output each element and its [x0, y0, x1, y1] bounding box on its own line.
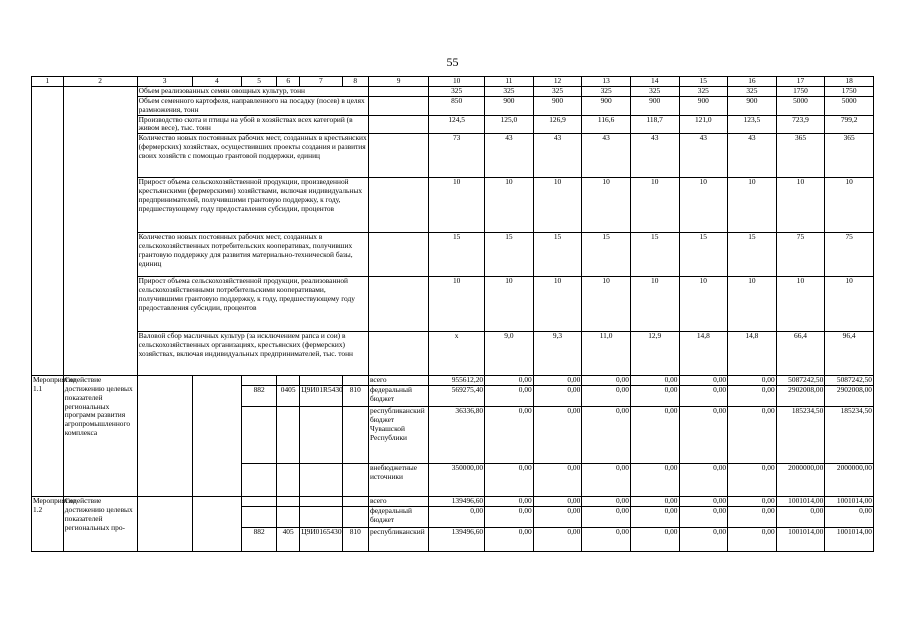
indicator-text: Прирост объема сельскохозяйственной продукции, произведенной крестьянскими (фермерскими) хозяйствами, включая индивидуальных предпринимателей, получившими грантовую поддержку, к году, предшествующему году предоставления субсидии, процентов	[137, 178, 368, 233]
value-cell: 10	[776, 277, 825, 332]
funding-source: федеральный бюджет	[368, 507, 428, 528]
indicator-row	[32, 134, 874, 178]
header-cell: 14	[630, 77, 679, 87]
value-cell: 10	[776, 178, 825, 233]
value-cell: 66,4	[776, 332, 825, 376]
value-cell: 325	[679, 87, 728, 97]
value-cell: 0,00	[679, 528, 728, 552]
value-cell: 0,00	[429, 507, 485, 528]
blank-cell	[32, 87, 64, 376]
value-cell: 0,00	[533, 528, 582, 552]
page-number: 55	[446, 55, 459, 69]
budget-code	[342, 464, 368, 497]
budget-code: 882	[242, 386, 277, 407]
blank-cell	[368, 134, 428, 178]
blank-cell	[137, 376, 192, 497]
budget-code: 810	[342, 386, 368, 407]
value-cell: 900	[679, 97, 728, 116]
header-cell: 1	[32, 77, 64, 87]
value-cell: 14,8	[728, 332, 777, 376]
value-cell: 0,00	[533, 464, 582, 497]
value-cell: 365	[776, 134, 825, 178]
header-cell: 10	[429, 77, 485, 87]
value-cell: 1001014,00	[825, 528, 874, 552]
header-cell: 8	[342, 77, 368, 87]
header-cell: 17	[776, 77, 825, 87]
value-cell: 0,00	[630, 497, 679, 507]
value-cell: 10	[825, 277, 874, 332]
value-cell: 0,00	[679, 376, 728, 386]
finance-row	[32, 376, 874, 386]
value-cell: 10	[679, 178, 728, 233]
value-cell: 1001014,00	[825, 497, 874, 507]
value-cell: 0,00	[728, 464, 777, 497]
measure-description: Содействие достижению целевых показателей региональных про-	[63, 497, 137, 552]
header-cell: 6	[277, 77, 300, 87]
budget-code	[242, 497, 277, 507]
budget-code	[277, 376, 300, 386]
blank-cell	[368, 97, 428, 116]
header-cell: 12	[533, 77, 582, 87]
value-cell: 10	[429, 277, 485, 332]
value-cell: 723,9	[776, 115, 825, 134]
value-cell: 14,8	[679, 332, 728, 376]
indicator-text: Прирост объема сельскохозяйственной продукции, реализованной сельскохозяйственными потребительскими кооперативами, получившими грантовую поддержку, к году, предшествующему году предоставления субсидии, процентов	[137, 277, 368, 332]
funding-source: республиканский бюджет Чувашской Республики	[368, 407, 428, 464]
value-cell: 15	[679, 233, 728, 277]
indicator-text: Объем семенного картофеля, направленного на посадку (посев) в целях размножения, тонн	[137, 97, 368, 116]
value-cell: 43	[728, 134, 777, 178]
value-cell: 0,00	[630, 528, 679, 552]
header-cell: 4	[192, 77, 242, 87]
value-cell: 365	[825, 134, 874, 178]
value-cell: 121,0	[679, 115, 728, 134]
header-cell: 18	[825, 77, 874, 87]
header-cell: 5	[242, 77, 277, 87]
value-cell: 799,2	[825, 115, 874, 134]
budget-code: 405	[277, 528, 300, 552]
value-cell: 0,00	[485, 407, 534, 464]
header-cell: 11	[485, 77, 534, 87]
header-row	[32, 77, 874, 87]
header-cell: 2	[63, 77, 137, 87]
budget-code	[342, 507, 368, 528]
value-cell: 5000	[776, 97, 825, 116]
budget-code: Ц9И01R5430	[300, 386, 342, 407]
value-cell: 0,00	[582, 376, 631, 386]
value-cell: 15	[429, 233, 485, 277]
budget-code	[342, 407, 368, 464]
value-cell: 185234,50	[776, 407, 825, 464]
funding-source: всего	[368, 376, 428, 386]
value-cell: 0,00	[728, 376, 777, 386]
blank-cell	[368, 87, 428, 97]
value-cell: 900	[533, 97, 582, 116]
value-cell: 0,00	[582, 497, 631, 507]
value-cell: 325	[630, 87, 679, 97]
value-cell: 0,00	[582, 528, 631, 552]
value-cell: 1001014,00	[776, 528, 825, 552]
value-cell: 43	[582, 134, 631, 178]
value-cell: 36336,80	[429, 407, 485, 464]
budget-code	[242, 407, 277, 464]
value-cell: 15	[728, 233, 777, 277]
indicator-row	[32, 115, 874, 134]
budget-code: 810	[342, 528, 368, 552]
value-cell: 325	[429, 87, 485, 97]
value-cell: 15	[485, 233, 534, 277]
header-cell: 7	[300, 77, 342, 87]
finance-row	[32, 497, 874, 507]
value-cell: 2000000,00	[825, 464, 874, 497]
value-cell: x	[429, 332, 485, 376]
budget-code	[277, 464, 300, 497]
indicator-row	[32, 277, 874, 332]
value-cell: 125,0	[485, 115, 534, 134]
blank-cell	[368, 233, 428, 277]
value-cell: 0,00	[582, 386, 631, 407]
blank-cell	[137, 497, 192, 552]
value-cell: 955612,20	[429, 376, 485, 386]
value-cell: 0,00	[728, 386, 777, 407]
value-cell: 15	[582, 233, 631, 277]
indicator-row	[32, 97, 874, 116]
value-cell: 124,5	[429, 115, 485, 134]
value-cell: 15	[630, 233, 679, 277]
value-cell: 0,00	[582, 407, 631, 464]
value-cell: 9,3	[533, 332, 582, 376]
value-cell: 0,00	[679, 497, 728, 507]
value-cell: 0,00	[630, 376, 679, 386]
budget-code	[342, 376, 368, 386]
budget-table	[31, 76, 874, 552]
blank-cell	[192, 376, 242, 497]
value-cell: 123,5	[728, 115, 777, 134]
budget-code	[277, 497, 300, 507]
measure-label: Мероприятие 1.2	[32, 497, 64, 552]
value-cell: 900	[630, 97, 679, 116]
header-cell: 15	[679, 77, 728, 87]
value-cell: 0,00	[728, 528, 777, 552]
value-cell: 10	[533, 277, 582, 332]
value-cell: 1750	[825, 87, 874, 97]
value-cell: 9,0	[485, 332, 534, 376]
value-cell: 139496,60	[429, 528, 485, 552]
value-cell: 10	[825, 178, 874, 233]
value-cell: 10	[485, 178, 534, 233]
value-cell: 900	[728, 97, 777, 116]
funding-source: республиканский	[368, 528, 428, 552]
value-cell: 1001014,00	[776, 497, 825, 507]
value-cell: 10	[582, 277, 631, 332]
budget-code	[300, 507, 342, 528]
value-cell: 10	[533, 178, 582, 233]
budget-code	[242, 376, 277, 386]
value-cell: 850	[429, 97, 485, 116]
budget-code	[277, 407, 300, 464]
measure-description: Содействие достижению целевых показателей региональных программ развития агропромышленного комплекса	[63, 376, 137, 497]
value-cell: 116,6	[582, 115, 631, 134]
budget-code: 882	[242, 528, 277, 552]
value-cell: 0,00	[485, 507, 534, 528]
funding-source: федеральный бюджет	[368, 386, 428, 407]
budget-code	[342, 497, 368, 507]
value-cell: 10	[679, 277, 728, 332]
value-cell: 139496,60	[429, 497, 485, 507]
value-cell: 43	[485, 134, 534, 178]
blank-cell	[192, 497, 242, 552]
value-cell: 900	[485, 97, 534, 116]
value-cell: 126,9	[533, 115, 582, 134]
value-cell: 0,00	[533, 407, 582, 464]
indicator-row	[32, 178, 874, 233]
budget-code: 0405	[277, 386, 300, 407]
value-cell: 0,00	[582, 507, 631, 528]
indicator-text: Объем реализованных семян овощных культур, тонн	[137, 87, 368, 97]
value-cell: 0,00	[630, 464, 679, 497]
value-cell: 0,00	[728, 507, 777, 528]
blank-cell	[368, 178, 428, 233]
value-cell: 0,00	[630, 507, 679, 528]
value-cell: 569275,40	[429, 386, 485, 407]
value-cell: 5000	[825, 97, 874, 116]
value-cell: 10	[630, 178, 679, 233]
value-cell: 0,00	[485, 376, 534, 386]
value-cell: 0,00	[679, 407, 728, 464]
indicator-text: Производство скота и птицы на убой в хозяйствах всех категорий (в живом весе), тыс. тонн	[137, 115, 368, 134]
value-cell: 12,9	[630, 332, 679, 376]
value-cell: 43	[679, 134, 728, 178]
value-cell: 75	[776, 233, 825, 277]
value-cell: 2000000,00	[776, 464, 825, 497]
value-cell: 43	[630, 134, 679, 178]
header-cell: 9	[368, 77, 428, 87]
value-cell: 2902008,00	[825, 386, 874, 407]
value-cell: 96,4	[825, 332, 874, 376]
value-cell: 325	[582, 87, 631, 97]
blank-cell	[368, 115, 428, 134]
value-cell: 0,00	[485, 497, 534, 507]
value-cell: 0,00	[776, 507, 825, 528]
header-cell: 13	[582, 77, 631, 87]
value-cell: 10	[728, 277, 777, 332]
value-cell: 900	[582, 97, 631, 116]
value-cell: 2902008,00	[776, 386, 825, 407]
value-cell: 0,00	[679, 386, 728, 407]
budget-code	[242, 507, 277, 528]
value-cell: 11,0	[582, 332, 631, 376]
value-cell: 325	[533, 87, 582, 97]
indicator-text: Количество новых постоянных рабочих мест, созданных в крестьянских (фермерских) хозяйствах, осуществивших проекты создания и развития своих хозяйств с помощью грантовой поддержки, единиц	[137, 134, 368, 178]
value-cell: 325	[485, 87, 534, 97]
blank-cell	[63, 87, 137, 376]
value-cell: 1750	[776, 87, 825, 97]
header-cell: 16	[728, 77, 777, 87]
value-cell: 5087242,50	[825, 376, 874, 386]
value-cell: 10	[582, 178, 631, 233]
value-cell: 43	[533, 134, 582, 178]
measure-label: Мероприятие 1.1	[32, 376, 64, 497]
value-cell: 0,00	[485, 386, 534, 407]
value-cell: 0,00	[485, 528, 534, 552]
budget-code	[300, 464, 342, 497]
value-cell: 0,00	[533, 507, 582, 528]
budget-code	[300, 497, 342, 507]
indicator-row	[32, 332, 874, 376]
value-cell: 0,00	[582, 464, 631, 497]
indicator-row	[32, 233, 874, 277]
indicator-text: Валовой сбор масличных культур (за исключением рапса и сои) в сельскохозяйственных организациях, крестьянских (фермерских) хозяйствах, включая индивидуальных предпринимателей, тыс. тонн	[137, 332, 368, 376]
budget-code	[300, 407, 342, 464]
value-cell: 5087242,50	[776, 376, 825, 386]
blank-cell	[368, 277, 428, 332]
value-cell: 0,00	[728, 407, 777, 464]
value-cell: 15	[533, 233, 582, 277]
blank-cell	[368, 332, 428, 376]
value-cell: 325	[728, 87, 777, 97]
value-cell: 0,00	[630, 386, 679, 407]
value-cell: 0,00	[533, 376, 582, 386]
value-cell: 0,00	[533, 386, 582, 407]
value-cell: 73	[429, 134, 485, 178]
indicator-text: Количество новых постоянных рабочих мест, созданных в сельскохозяйственных потребительских кооперативах, получивших грантовую поддержку для развития материально-технической базы, единиц	[137, 233, 368, 277]
value-cell: 0,00	[728, 497, 777, 507]
value-cell: 0,00	[485, 464, 534, 497]
header-cell: 3	[137, 77, 192, 87]
value-cell: 0,00	[630, 407, 679, 464]
value-cell: 185234,50	[825, 407, 874, 464]
budget-code	[242, 464, 277, 497]
funding-source: всего	[368, 497, 428, 507]
value-cell: 350000,00	[429, 464, 485, 497]
value-cell: 75	[825, 233, 874, 277]
value-cell: 0,00	[533, 497, 582, 507]
value-cell: 10	[485, 277, 534, 332]
funding-source: внебюджетные источники	[368, 464, 428, 497]
indicator-row	[32, 87, 874, 97]
value-cell: 0,00	[679, 464, 728, 497]
budget-code: Ц9И0165430	[300, 528, 342, 552]
budget-code	[277, 507, 300, 528]
value-cell: 0,00	[679, 507, 728, 528]
value-cell: 10	[630, 277, 679, 332]
value-cell: 10	[728, 178, 777, 233]
budget-code	[300, 376, 342, 386]
value-cell: 0,00	[825, 507, 874, 528]
value-cell: 118,7	[630, 115, 679, 134]
value-cell: 10	[429, 178, 485, 233]
